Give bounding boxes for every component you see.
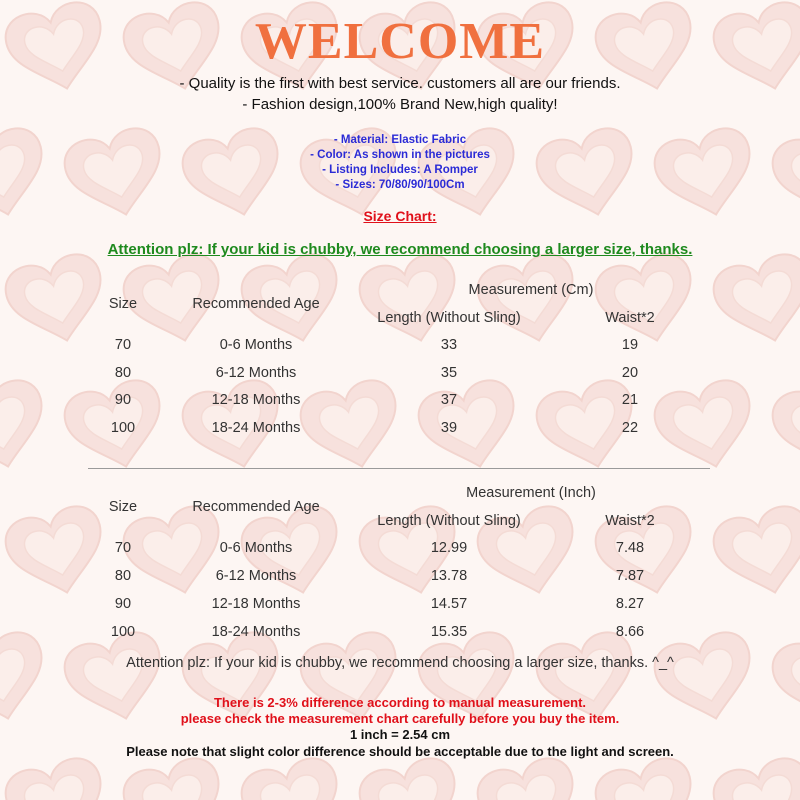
cell-age: 0-6 Months <box>219 540 293 556</box>
cell-size: 100 <box>110 420 136 436</box>
header-measurement: Measurement (Cm) <box>468 282 594 298</box>
spec-sizes: - Sizes: 70/80/90/100Cm <box>335 179 465 191</box>
intro-line-quality: - Quality is the first with best service. customers all are our friends. <box>179 75 621 92</box>
cell-length: 33 <box>440 337 458 353</box>
size-chart-title: Size Chart: <box>363 208 437 224</box>
cell-age: 18-24 Months <box>211 420 301 436</box>
cell-age: 6-12 Months <box>215 568 297 584</box>
header-age: Recommended Age <box>192 296 320 312</box>
cell-length: 12.99 <box>430 540 468 556</box>
welcome-heading: WELCOME <box>254 13 546 70</box>
attention-bottom: Attention plz: If your kid is chubby, we recommend choosing a larger size, thanks. ^_^ <box>126 655 674 671</box>
table-divider <box>88 468 710 469</box>
cell-length: 35 <box>440 365 458 381</box>
cell-length: 39 <box>440 420 458 436</box>
attention-top: Attention plz: If your kid is chubby, we recommend choosing a larger size, thanks. <box>107 241 693 258</box>
cell-waist: 22 <box>621 420 639 436</box>
header-length: Length (Without Sling) <box>377 310 521 326</box>
spec-listing: - Listing Includes: A Romper <box>322 164 478 176</box>
cell-age: 6-12 Months <box>215 365 297 381</box>
cell-age: 18-24 Months <box>211 624 301 640</box>
color-difference-note: Please note that slight color difference should be acceptable due to the light and screen. <box>126 744 674 759</box>
cell-size: 70 <box>114 337 132 353</box>
cell-length: 14.57 <box>430 596 468 612</box>
check-chart-note: please check the measurement chart carefully before you buy the item. <box>180 711 620 726</box>
cell-age: 0-6 Months <box>219 337 293 353</box>
cell-length: 37 <box>440 392 458 408</box>
header-age: Recommended Age <box>192 499 320 515</box>
header-length: Length (Without Sling) <box>377 513 521 529</box>
cell-waist: 7.48 <box>615 540 645 556</box>
header-size: Size <box>108 499 138 515</box>
header-waist: Waist*2 <box>605 513 655 529</box>
cell-waist: 8.66 <box>615 624 645 640</box>
spec-material: - Material: Elastic Fabric <box>333 134 467 146</box>
header-size: Size <box>108 296 138 312</box>
cell-age: 12-18 Months <box>211 392 301 408</box>
cell-size: 70 <box>114 540 132 556</box>
cell-waist: 20 <box>621 365 639 381</box>
cell-length: 15.35 <box>430 624 468 640</box>
cell-waist: 8.27 <box>615 596 645 612</box>
spec-color: - Color: As shown in the pictures <box>310 149 490 161</box>
cell-size: 100 <box>110 624 136 640</box>
measurement-difference-note: There is 2-3% difference according to manual measurement. <box>213 695 587 710</box>
cell-age: 12-18 Months <box>211 596 301 612</box>
cell-size: 90 <box>114 392 132 408</box>
cell-size: 80 <box>114 365 132 381</box>
cell-size: 80 <box>114 568 132 584</box>
cell-size: 90 <box>114 596 132 612</box>
cell-length: 13.78 <box>430 568 468 584</box>
header-measurement: Measurement (Inch) <box>466 485 596 501</box>
header-waist: Waist*2 <box>605 310 655 326</box>
cell-waist: 7.87 <box>615 568 645 584</box>
intro-line-fashion: - Fashion design,100% Brand New,high quality! <box>242 96 558 113</box>
cell-waist: 21 <box>621 392 639 408</box>
cell-waist: 19 <box>621 337 639 353</box>
inch-conversion-note: 1 inch = 2.54 cm <box>349 727 451 742</box>
